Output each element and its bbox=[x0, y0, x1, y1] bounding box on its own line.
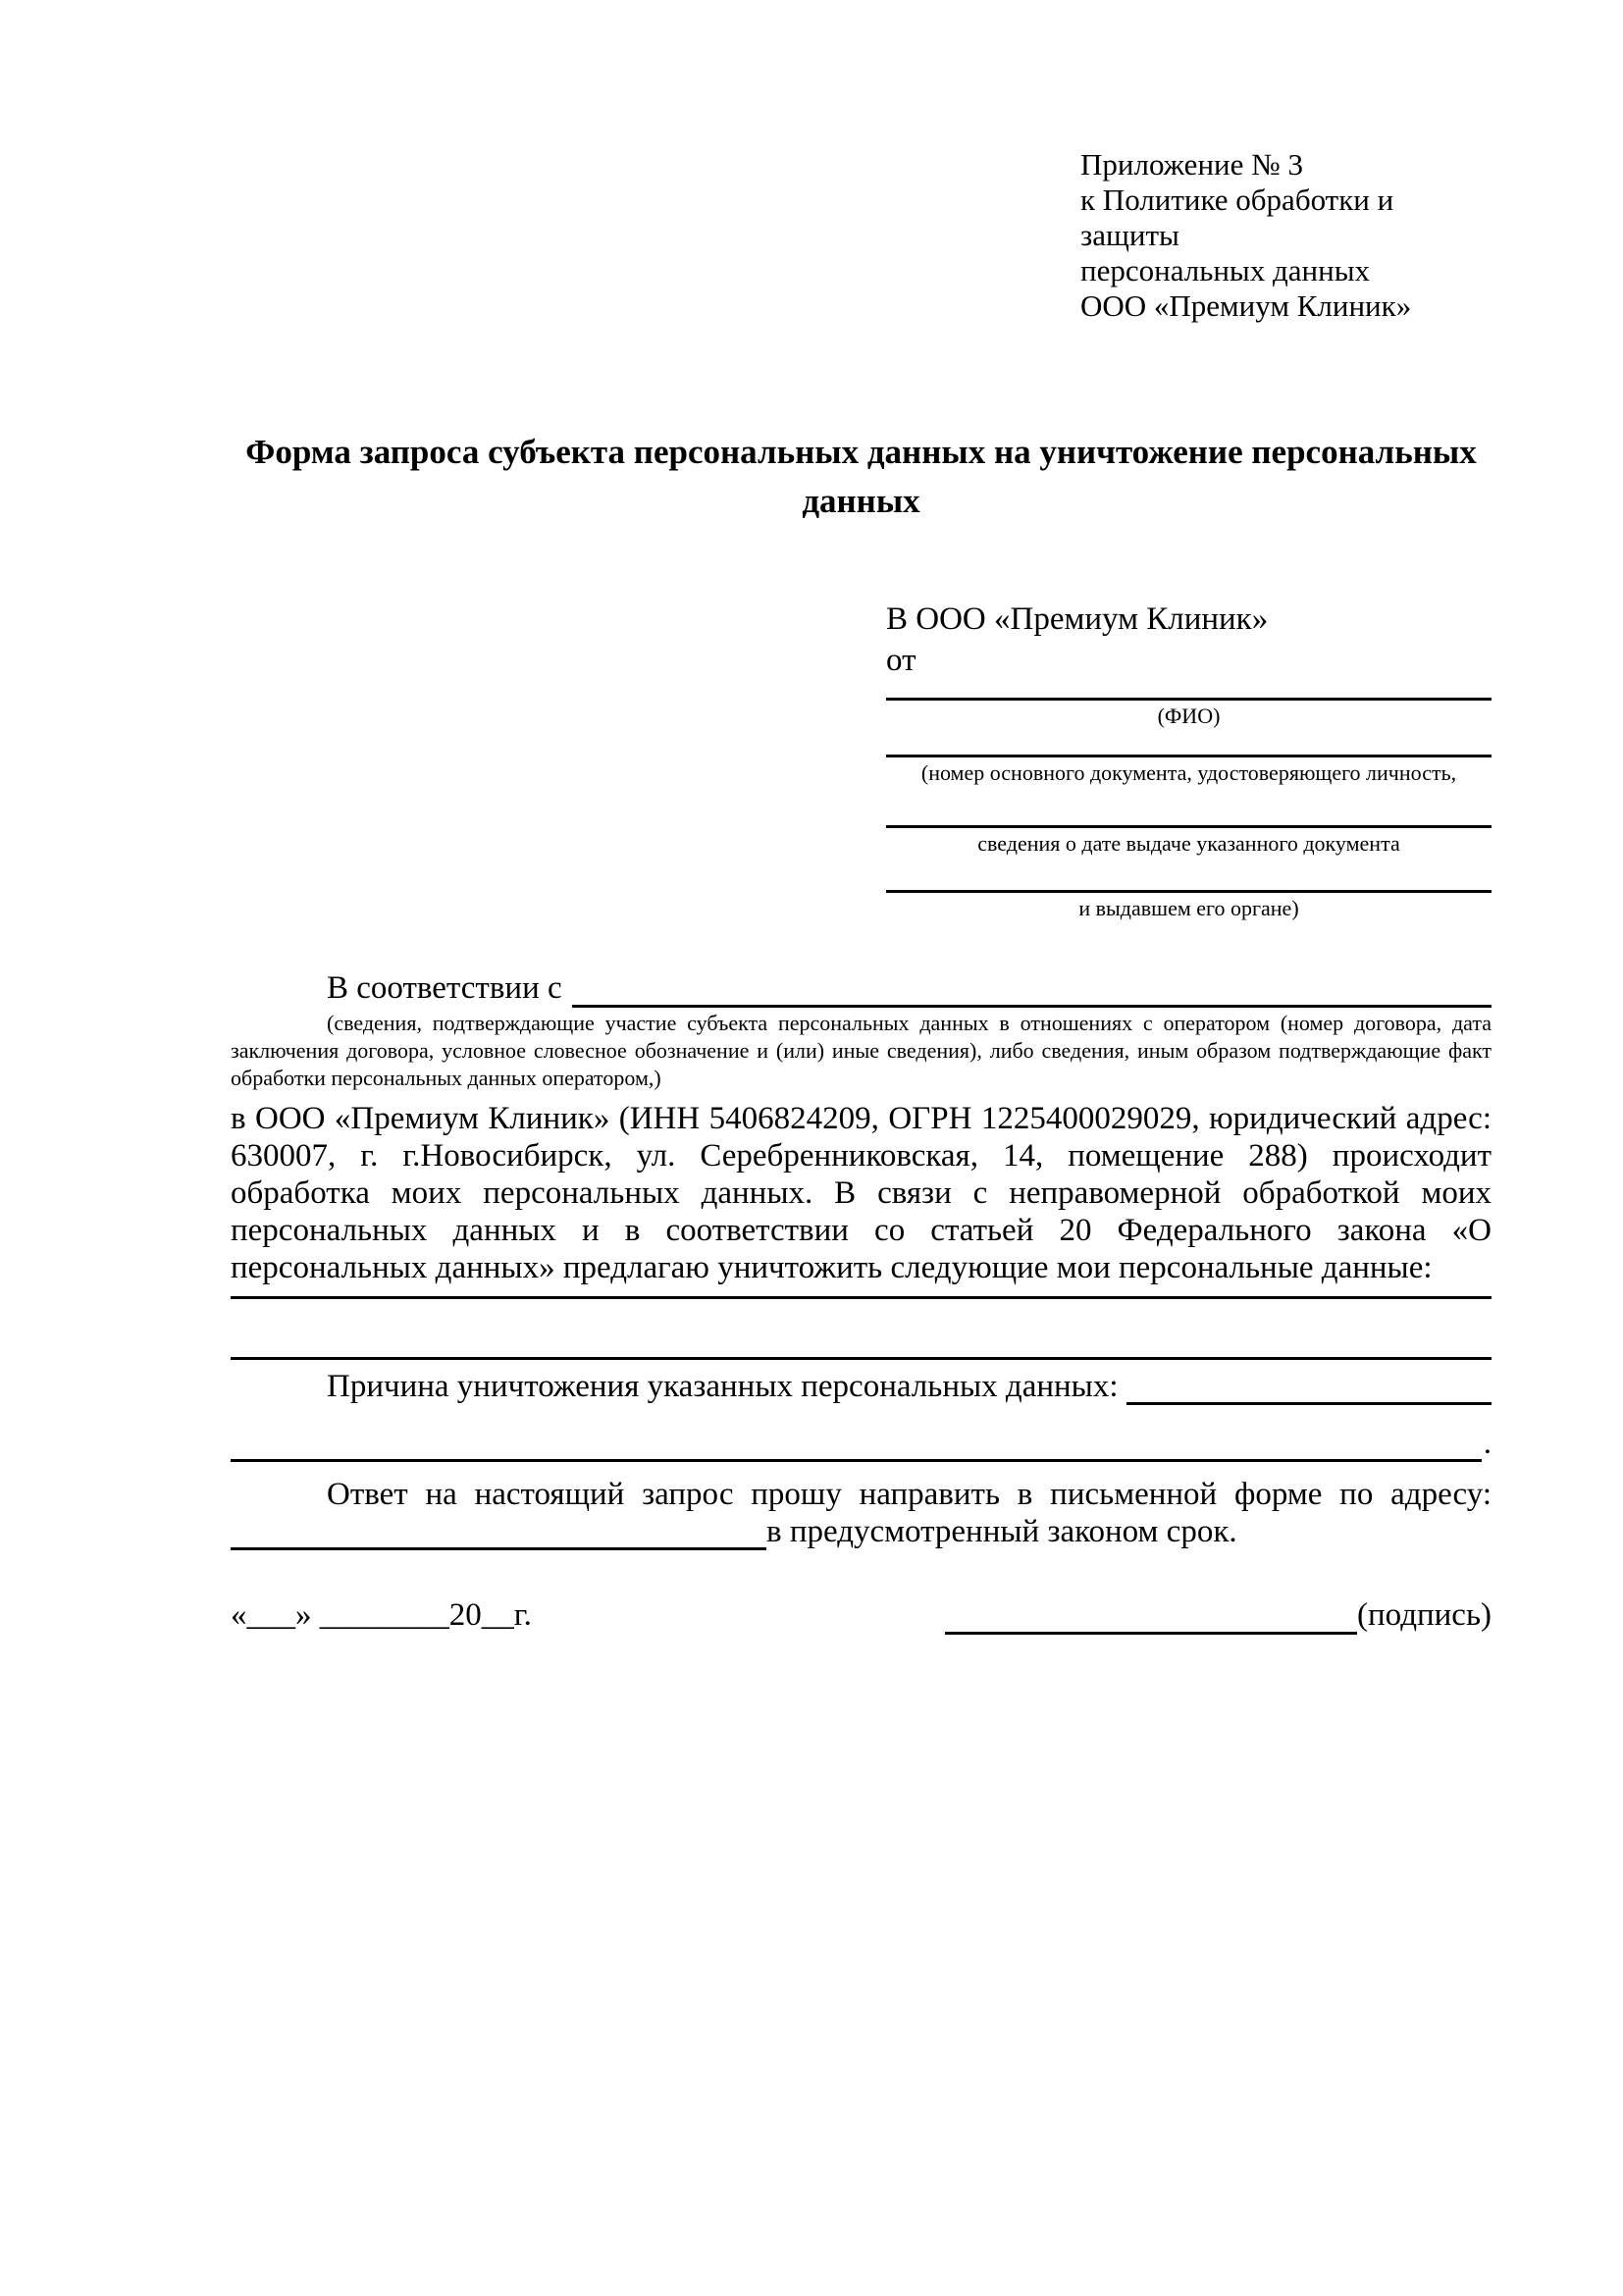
reason-line-period: . bbox=[1483, 1426, 1492, 1461]
appendix-block bbox=[1080, 147, 1492, 324]
doc-issuer-caption: и выдавшем его органе) bbox=[1078, 896, 1299, 920]
form-title: Форма запроса субъекта персональных данных на уничтожение персональных данных bbox=[245, 433, 1477, 520]
signature-caption: (подпись) bbox=[1357, 1597, 1492, 1633]
appendix-line-3: персональных данных bbox=[1080, 253, 1371, 287]
reason-label: Причина уничтожения указанных персональных данных: bbox=[327, 1369, 1119, 1404]
fio-fill-line bbox=[886, 681, 1492, 701]
addressee-to: В ООО «Премиум Клиник» bbox=[886, 601, 1269, 637]
footer-row bbox=[231, 1595, 1492, 1635]
doc-issue-date-fill-line bbox=[886, 786, 1492, 828]
response-address-fill-line bbox=[231, 1517, 766, 1550]
addressee-from-label: от bbox=[886, 643, 916, 678]
main-paragraph: в ООО «Премиум Клиник» (ИНН 5406824209, ОГРН 1225400029029, юридический адрес: 630007, г. г.Новосибирск, ул. Серебренниковская, 14, помещение 288) происходит обработка моих персональных данных. В связи с неправомерной обработкой моих персональных данных и в соответствии со статьей 20 Федерального закона «О персональных данных» предлагаю уничтожить следующие мои персональные данные: bbox=[231, 1101, 1492, 1285]
response-tail: в предусмотренный законом срок. bbox=[766, 1514, 1237, 1549]
doc-number-fill-line bbox=[886, 729, 1492, 757]
appendix-line-2: к Политике обработки и защиты bbox=[1080, 183, 1394, 252]
reason-fill-line-2 bbox=[231, 1429, 1482, 1462]
reason-fill-line bbox=[1126, 1372, 1492, 1405]
doc-issue-date-caption: сведения о дате выдаче указанного документа bbox=[977, 831, 1400, 856]
fio-caption: (ФИО) bbox=[1157, 704, 1221, 728]
addressee-block bbox=[886, 599, 1492, 921]
accordance-fill-line bbox=[572, 972, 1492, 1008]
signature-group bbox=[945, 1595, 1492, 1635]
field-doc-number bbox=[886, 729, 1492, 786]
reason-fill-line-2-row bbox=[231, 1425, 1492, 1462]
signature-fill-line bbox=[945, 1601, 1357, 1635]
accordance-lead: В соответствии с bbox=[327, 970, 562, 1006]
response-sentence: Ответ на настоящий запрос прошу направить в письменной форме по адресу: bbox=[327, 1477, 1492, 1512]
accordance-row bbox=[231, 968, 1492, 1008]
reason-row bbox=[231, 1368, 1492, 1405]
accordance-note: (сведения, подтверждающие участие субъекта персональных данных в отношениях с оператором (номер договора, дата заключения договора, условное словесное обозначение и (или) иные сведения), либо сведения, иным образом подтверждающие факт обработки персональных данных оператором,) bbox=[231, 1011, 1492, 1090]
appendix-line-4: ООО «Премиум Клиник» bbox=[1080, 288, 1412, 323]
response-address-row bbox=[231, 1513, 1492, 1550]
doc-issuer-fill-line bbox=[886, 857, 1492, 893]
content-area bbox=[231, 0, 1492, 1635]
doc-number-caption: (номер основного документа, удостоверяющего личность, bbox=[920, 760, 1457, 785]
appendix-line-1: Приложение № 3 bbox=[1080, 147, 1303, 182]
date-template: «___» ________20__г. bbox=[231, 1597, 532, 1633]
field-doc-issuer bbox=[886, 857, 1492, 921]
field-doc-issue-date bbox=[886, 786, 1492, 857]
field-fio bbox=[886, 681, 1492, 729]
personal-data-fill-line-1 bbox=[231, 1289, 1492, 1299]
personal-data-fill-line-2 bbox=[231, 1357, 1492, 1360]
